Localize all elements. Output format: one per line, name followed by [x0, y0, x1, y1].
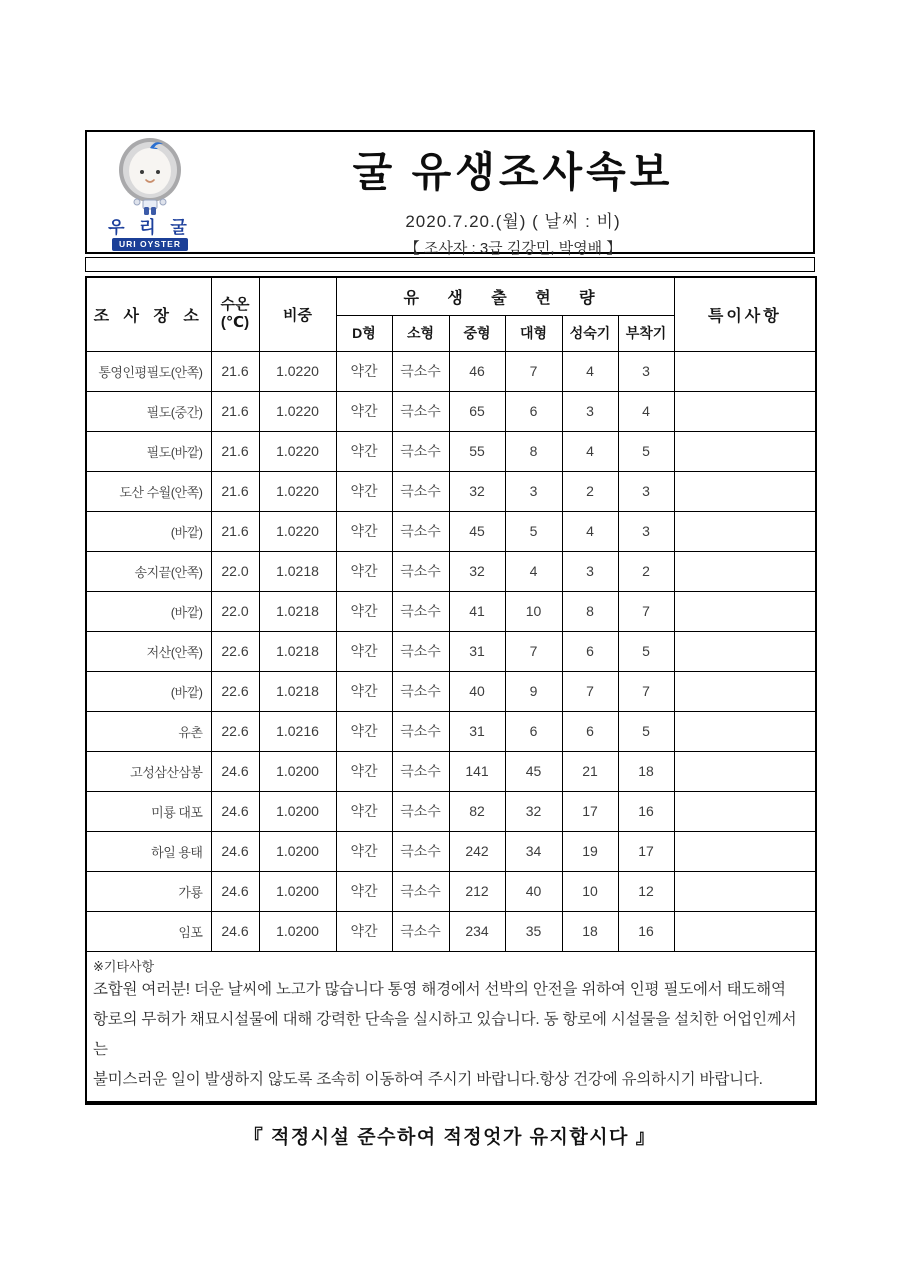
cell-mature: 3 [562, 551, 618, 591]
cell-large: 7 [505, 351, 562, 391]
cell-attach: 5 [618, 631, 674, 671]
cell-attach: 16 [618, 791, 674, 831]
cell-remarks [674, 871, 816, 911]
cell-small: 극소수 [392, 751, 449, 791]
col-header-gravity: 비중 [259, 277, 336, 351]
table-row [86, 551, 816, 591]
report-document [85, 130, 815, 1149]
cell-attach: 3 [618, 351, 674, 391]
cell-gravity: 1.0218 [259, 631, 336, 671]
cell-d-type: 약간 [336, 511, 392, 551]
cell-location: 저산(안쪽) [86, 631, 211, 671]
cell-location: 필도(바깥) [86, 431, 211, 471]
cell-temp: 24.6 [211, 911, 259, 951]
col-header-medium: 중형 [449, 315, 505, 351]
cell-location: 송지끝(안쪽) [86, 551, 211, 591]
cell-small: 극소수 [392, 711, 449, 751]
col-header-mature: 성숙기 [562, 315, 618, 351]
cell-remarks [674, 511, 816, 551]
col-header-temp [211, 277, 259, 351]
cell-small: 극소수 [392, 591, 449, 631]
cell-gravity: 1.0220 [259, 511, 336, 551]
cell-d-type: 약간 [336, 391, 392, 431]
empty-strip [85, 257, 815, 272]
cell-remarks [674, 911, 816, 951]
cell-attach: 17 [618, 831, 674, 871]
cell-temp: 24.6 [211, 751, 259, 791]
cell-d-type: 약간 [336, 431, 392, 471]
cell-large: 3 [505, 471, 562, 511]
cell-d-type: 약간 [336, 831, 392, 871]
cell-remarks [674, 591, 816, 631]
cell-small: 극소수 [392, 791, 449, 831]
cell-gravity: 1.0220 [259, 351, 336, 391]
table-row [86, 351, 816, 391]
cell-temp: 21.6 [211, 391, 259, 431]
uri-oyster-logo [87, 132, 213, 252]
cell-mature: 6 [562, 631, 618, 671]
cell-remarks [674, 431, 816, 471]
cell-small: 극소수 [392, 871, 449, 911]
cell-location: (바깥) [86, 511, 211, 551]
table-row [86, 871, 816, 911]
notes-heading: ※기타사항 [93, 958, 155, 974]
cell-medium: 45 [449, 511, 505, 551]
cell-medium: 212 [449, 871, 505, 911]
cell-location: 가룡 [86, 871, 211, 911]
cell-d-type: 약간 [336, 471, 392, 511]
cell-temp: 22.6 [211, 711, 259, 751]
cell-temp: 24.6 [211, 871, 259, 911]
cell-attach: 3 [618, 471, 674, 511]
cell-medium: 82 [449, 791, 505, 831]
cell-mature: 2 [562, 471, 618, 511]
cell-d-type: 약간 [336, 591, 392, 631]
cell-large: 40 [505, 871, 562, 911]
cell-small: 극소수 [392, 911, 449, 951]
cell-remarks [674, 631, 816, 671]
cell-gravity: 1.0200 [259, 871, 336, 911]
cell-medium: 31 [449, 631, 505, 671]
cell-attach: 18 [618, 751, 674, 791]
cell-medium: 65 [449, 391, 505, 431]
cell-location: 임포 [86, 911, 211, 951]
notes-line-3: 불미스러운 일이 발생하지 않도록 조속히 이동하여 주시기 바랍니다.항상 건강에 유의하시기 바랍니다. [93, 1071, 763, 1089]
cell-temp: 21.6 [211, 511, 259, 551]
cell-mature: 4 [562, 431, 618, 471]
cell-mature: 6 [562, 711, 618, 751]
cell-location: 통영인평필도(안쪽) [86, 351, 211, 391]
cell-mature: 10 [562, 871, 618, 911]
cell-small: 극소수 [392, 671, 449, 711]
cell-temp: 24.6 [211, 831, 259, 871]
cell-large: 6 [505, 391, 562, 431]
cell-medium: 46 [449, 351, 505, 391]
col-header-larvae-group: 유 생 출 현 량 [336, 277, 674, 315]
cell-large: 5 [505, 511, 562, 551]
cell-large: 6 [505, 711, 562, 751]
cell-gravity: 1.0218 [259, 591, 336, 631]
cell-temp: 21.6 [211, 471, 259, 511]
cell-d-type: 약간 [336, 871, 392, 911]
cell-medium: 41 [449, 591, 505, 631]
cell-mature: 21 [562, 751, 618, 791]
cell-large: 7 [505, 631, 562, 671]
cell-remarks [674, 751, 816, 791]
table-row [86, 911, 816, 951]
cell-remarks [674, 351, 816, 391]
cell-small: 극소수 [392, 551, 449, 591]
cell-small: 극소수 [392, 351, 449, 391]
cell-medium: 32 [449, 471, 505, 511]
col-header-location: 조 사 장 소 [86, 277, 211, 351]
cell-location: 필도(중간) [86, 391, 211, 431]
cell-mature: 17 [562, 791, 618, 831]
cell-remarks [674, 471, 816, 511]
cell-gravity: 1.0220 [259, 471, 336, 511]
cell-remarks [674, 391, 816, 431]
table-row [86, 751, 816, 791]
cell-gravity: 1.0220 [259, 431, 336, 471]
col-header-remarks: 특이사항 [674, 277, 816, 351]
cell-medium: 141 [449, 751, 505, 791]
title-area [213, 132, 813, 257]
cell-gravity: 1.0200 [259, 791, 336, 831]
larvae-survey-table [85, 276, 817, 1105]
cell-attach: 5 [618, 431, 674, 471]
table-row [86, 791, 816, 831]
cell-mature: 4 [562, 511, 618, 551]
cell-temp: 22.6 [211, 631, 259, 671]
cell-d-type: 약간 [336, 551, 392, 591]
cell-attach: 7 [618, 671, 674, 711]
cell-temp: 22.0 [211, 591, 259, 631]
cell-small: 극소수 [392, 631, 449, 671]
cell-small: 극소수 [392, 831, 449, 871]
cell-temp: 21.6 [211, 431, 259, 471]
cell-mature: 7 [562, 671, 618, 711]
cell-attach: 4 [618, 391, 674, 431]
cell-d-type: 약간 [336, 751, 392, 791]
cell-small: 극소수 [392, 511, 449, 551]
cell-location: (바깥) [86, 671, 211, 711]
table-row [86, 391, 816, 431]
cell-large: 8 [505, 431, 562, 471]
cell-temp: 21.6 [211, 351, 259, 391]
cell-gravity: 1.0200 [259, 911, 336, 951]
table-row [86, 511, 816, 551]
cell-large: 9 [505, 671, 562, 711]
cell-small: 극소수 [392, 391, 449, 431]
table-row [86, 591, 816, 631]
cell-temp: 22.0 [211, 551, 259, 591]
logo-english-text: URI OYSTER [112, 238, 188, 251]
cell-location: 도산 수월(안쪽) [86, 471, 211, 511]
notes-line-1: 조합원 여러분! 더운 날씨에 노고가 많습니다 통영 해경에서 선박의 안전을 위하여 인평 필도에서 태도해역 [93, 980, 786, 998]
cell-large: 10 [505, 591, 562, 631]
cell-attach: 5 [618, 711, 674, 751]
table-row [86, 671, 816, 711]
cell-large: 45 [505, 751, 562, 791]
cell-temp: 24.6 [211, 791, 259, 831]
cell-remarks [674, 791, 816, 831]
col-header-large: 대형 [505, 315, 562, 351]
cell-gravity: 1.0218 [259, 551, 336, 591]
table-row [86, 631, 816, 671]
page-title: 굴 유생조사속보 [352, 149, 674, 195]
cell-d-type: 약간 [336, 791, 392, 831]
cell-mature: 8 [562, 591, 618, 631]
cell-mature: 3 [562, 391, 618, 431]
notes-line-2: 항로의 무허가 채묘시설물에 대해 강력한 단속을 실시하고 있습니다. 동 항로에 시설물을 설치한 어업인께서는 [93, 1010, 797, 1058]
cell-mature: 4 [562, 351, 618, 391]
oyster-mascot-icon [113, 136, 187, 218]
cell-gravity: 1.0200 [259, 831, 336, 871]
cell-large: 4 [505, 551, 562, 591]
cell-location: 유촌 [86, 711, 211, 751]
col-header-attach: 부착기 [618, 315, 674, 351]
cell-temp: 22.6 [211, 671, 259, 711]
cell-attach: 12 [618, 871, 674, 911]
cell-attach: 16 [618, 911, 674, 951]
cell-attach: 7 [618, 591, 674, 631]
report-header [85, 130, 815, 257]
report-date: 2020.7.20.(월) ( 날씨 : 비) [405, 212, 621, 231]
cell-large: 34 [505, 831, 562, 871]
cell-mature: 19 [562, 831, 618, 871]
cell-medium: 31 [449, 711, 505, 751]
table-row [86, 711, 816, 751]
cell-small: 극소수 [392, 471, 449, 511]
col-header-temp-line2: (℃) [220, 314, 250, 332]
cell-medium: 40 [449, 671, 505, 711]
cell-location: 고성삼산삼봉 [86, 751, 211, 791]
col-header-d-type: D형 [336, 315, 392, 351]
table-row [86, 471, 816, 511]
surveyor-line: 【 조사자 : 3급 김강민, 박영배 】 [404, 240, 622, 257]
cell-remarks [674, 551, 816, 591]
cell-gravity: 1.0216 [259, 711, 336, 751]
footer-slogan: 『 적정시설 준수하여 적정엇가 유지합시다 』 [243, 1127, 657, 1149]
table-row [86, 831, 816, 871]
cell-remarks [674, 711, 816, 751]
cell-medium: 32 [449, 551, 505, 591]
cell-attach: 2 [618, 551, 674, 591]
notes-section [86, 951, 816, 1103]
cell-gravity: 1.0200 [259, 751, 336, 791]
cell-mature: 18 [562, 911, 618, 951]
cell-location: 하일 용태 [86, 831, 211, 871]
cell-medium: 242 [449, 831, 505, 871]
col-header-temp-line1: 수온 [220, 295, 250, 313]
cell-large: 35 [505, 911, 562, 951]
cell-gravity: 1.0218 [259, 671, 336, 711]
table-row [86, 431, 816, 471]
cell-remarks [674, 831, 816, 871]
cell-attach: 3 [618, 511, 674, 551]
cell-large: 32 [505, 791, 562, 831]
cell-medium: 55 [449, 431, 505, 471]
col-header-small: 소형 [392, 315, 449, 351]
cell-medium: 234 [449, 911, 505, 951]
cell-d-type: 약간 [336, 351, 392, 391]
cell-d-type: 약간 [336, 631, 392, 671]
cell-d-type: 약간 [336, 911, 392, 951]
cell-gravity: 1.0220 [259, 391, 336, 431]
cell-small: 극소수 [392, 431, 449, 471]
cell-location: (바깥) [86, 591, 211, 631]
cell-remarks [674, 671, 816, 711]
cell-d-type: 약간 [336, 671, 392, 711]
cell-location: 미룡 대포 [86, 791, 211, 831]
cell-d-type: 약간 [336, 711, 392, 751]
logo-korean-text: 우 리 굴 [108, 218, 192, 237]
